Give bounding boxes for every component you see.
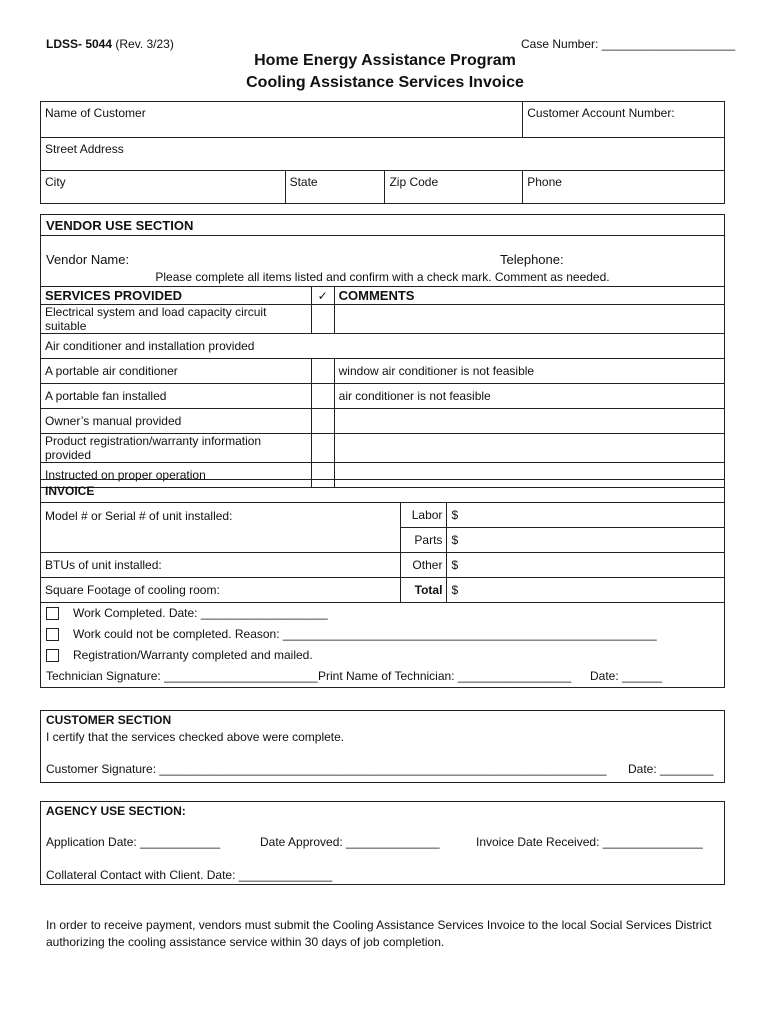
square-footage-field[interactable]: Square Footage of cooling room: xyxy=(41,578,401,603)
service-comment[interactable] xyxy=(334,409,724,434)
btu-field[interactable]: BTUs of unit installed: xyxy=(41,553,401,578)
service-check[interactable] xyxy=(311,409,334,434)
work-not-completed-checkbox[interactable] xyxy=(46,628,59,641)
divider xyxy=(40,235,725,236)
service-check[interactable] xyxy=(311,434,334,463)
service-check[interactable] xyxy=(311,359,334,384)
technician-print-name[interactable]: Print Name of Technician: _________________ xyxy=(318,669,572,683)
work-completed-row: Work Completed. Date: ___________________ xyxy=(46,606,328,620)
table-row xyxy=(41,409,725,434)
city-field[interactable]: City xyxy=(41,171,286,204)
service-check[interactable] xyxy=(311,305,334,334)
invoice-date-received[interactable]: Invoice Date Received: _______________ xyxy=(476,835,703,849)
footer-line-2: authorizing the cooling assistance service within 30 days of job completion. xyxy=(46,935,445,949)
vendor-instructions: Please complete all items listed and confirm with a check mark. Comment as needed. xyxy=(155,270,610,284)
service-comment[interactable] xyxy=(334,434,724,463)
labor-label: Labor xyxy=(401,503,447,528)
state-field[interactable]: State xyxy=(285,171,385,204)
case-number: Case Number: ____________________ xyxy=(521,37,736,51)
total-amount[interactable]: $ xyxy=(447,578,725,603)
phone-field[interactable]: Phone xyxy=(523,171,725,204)
work-completed-checkbox[interactable] xyxy=(46,607,59,620)
invoice-table xyxy=(40,479,725,603)
form-revision: (Rev. 3/23) xyxy=(115,37,174,51)
invoice-title: INVOICE xyxy=(41,480,725,503)
table-row xyxy=(41,334,725,359)
service-label: A portable fan installed xyxy=(41,384,312,409)
technician-signature[interactable]: Technician Signature: _______________________ xyxy=(46,669,318,683)
customer-certify: I certify that the services checked above were complete. xyxy=(46,730,345,744)
parts-amount[interactable]: $ xyxy=(447,528,725,553)
form-id xyxy=(46,37,174,51)
other-amount[interactable]: $ xyxy=(447,553,725,578)
parts-label: Parts xyxy=(401,528,447,553)
customer-name-field[interactable]: Name of Customer xyxy=(41,102,523,138)
customer-section-title: CUSTOMER SECTION xyxy=(46,713,172,727)
footer-line-1: In order to receive payment, vendors must submit the Cooling Assistance Services Invoice to the local Social Services District xyxy=(46,918,712,932)
services-table xyxy=(40,286,725,488)
title-invoice: Cooling Assistance Services Invoice xyxy=(246,74,524,91)
check-header: ✓ xyxy=(311,287,334,305)
service-label: Owner’s manual provided xyxy=(41,409,312,434)
agency-section-title: AGENCY USE SECTION: xyxy=(46,804,186,818)
table-row xyxy=(41,305,725,334)
services-header: SERVICES PROVIDED xyxy=(41,287,312,305)
other-label: Other xyxy=(401,553,447,578)
zip-field[interactable]: Zip Code xyxy=(385,171,523,204)
registration-checkbox[interactable] xyxy=(46,649,59,662)
service-comment[interactable]: window air conditioner is not feasible xyxy=(334,359,724,384)
table-row xyxy=(41,384,725,409)
customer-date[interactable]: Date: ________ xyxy=(628,762,714,776)
form-number: LDSS- 5044 xyxy=(46,37,113,51)
street-address-field[interactable]: Street Address xyxy=(41,138,725,171)
customer-signature[interactable]: Customer Signature: ___________________________________________________________________ xyxy=(46,762,607,776)
registration-row: Registration/Warranty completed and mailed. xyxy=(46,648,313,662)
service-check[interactable] xyxy=(311,384,334,409)
title-program: Home Energy Assistance Program xyxy=(254,52,516,69)
vendor-name[interactable]: Vendor Name: xyxy=(46,252,130,267)
customer-info-table xyxy=(40,101,725,204)
table-row xyxy=(41,434,725,463)
collateral-contact[interactable]: Collateral Contact with Client. Date: ______________ xyxy=(46,868,333,882)
application-date[interactable]: Application Date: ____________ xyxy=(46,835,221,849)
comments-header: COMMENTS xyxy=(334,287,724,305)
service-label: Electrical system and load capacity circuit suitable xyxy=(41,305,312,334)
service-comment[interactable]: air conditioner is not feasible xyxy=(334,384,724,409)
service-comment[interactable] xyxy=(334,305,724,334)
date-approved[interactable]: Date Approved: ______________ xyxy=(260,835,440,849)
service-label: A portable air conditioner xyxy=(41,359,312,384)
customer-account-field[interactable]: Customer Account Number: xyxy=(523,102,725,138)
work-not-completed-row: Work could not be completed. Reason: ________________________________________________________ xyxy=(46,627,657,641)
table-row xyxy=(41,359,725,384)
model-serial-field[interactable]: Model # or Serial # of unit installed: xyxy=(41,503,401,553)
service-label: Product registration/warranty information provided xyxy=(41,434,312,463)
service-label: Air conditioner and installation provided xyxy=(41,334,725,359)
service-label: Instructed on proper operation xyxy=(41,463,312,488)
vendor-telephone[interactable]: Telephone: xyxy=(500,252,564,267)
technician-date[interactable]: Date: ______ xyxy=(590,669,663,683)
total-label: Total xyxy=(401,578,447,603)
labor-amount[interactable]: $ xyxy=(447,503,725,528)
vendor-section-title: VENDOR USE SECTION xyxy=(46,218,194,233)
